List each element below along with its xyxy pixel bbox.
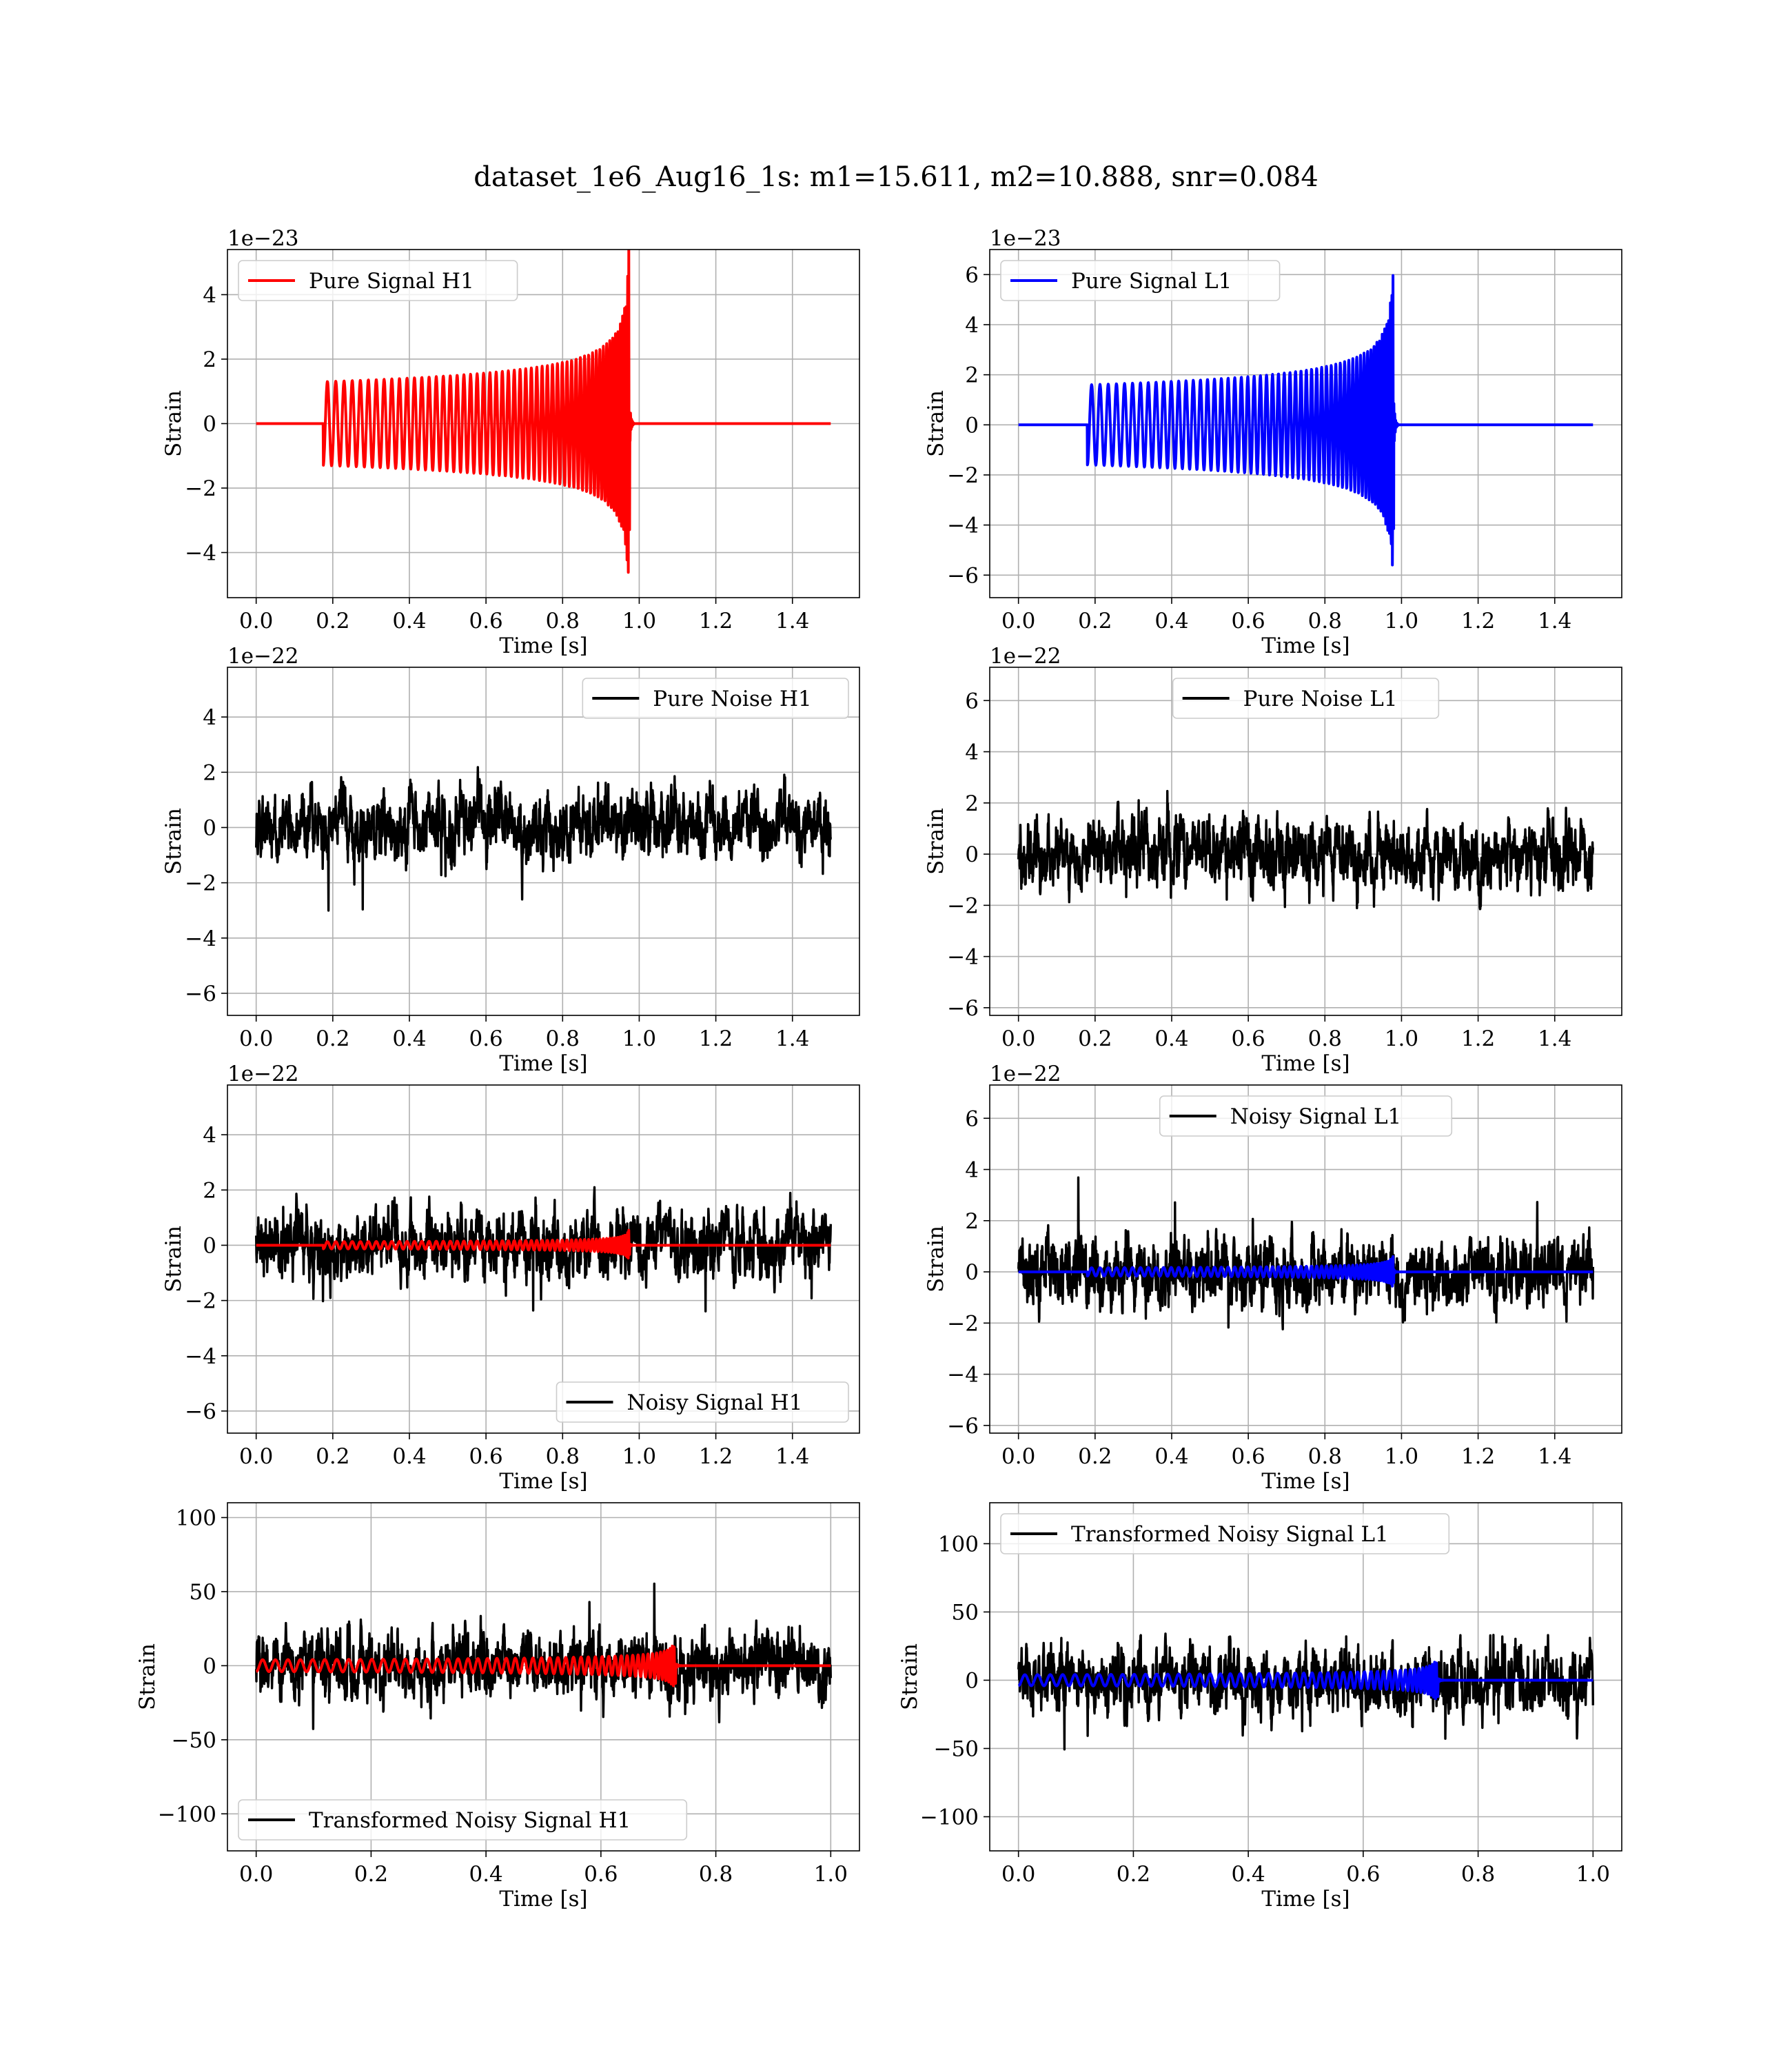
x-tick-label: 0.4 [1154,609,1189,633]
y-offset-label: 1e−22 [227,644,299,669]
x-tick-label: 1.4 [775,1026,810,1051]
y-tick-label: 0 [203,1233,216,1259]
x-tick-label: 0.4 [469,1862,503,1887]
y-axis-label: Strain [924,390,948,457]
y-tick-label: −6 [185,1399,216,1424]
y-tick-label: 4 [203,283,216,308]
x-tick-label: 1.4 [1538,1444,1572,1469]
y-tick-label: 100 [937,1532,979,1557]
x-axis-label: Time [s] [1261,1887,1350,1912]
y-tick-label: −2 [185,476,216,502]
y-axis-label: Strain [924,808,948,875]
x-tick-label: 0.6 [1231,609,1265,633]
y-tick-label: 100 [175,1506,216,1531]
y-axis-label: Strain [924,1226,948,1292]
legend-label: Transformed Noisy Signal H1 [309,1808,631,1833]
y-tick-label: −4 [185,926,216,951]
x-tick-label: 0.2 [316,609,350,633]
y-tick-label: 50 [189,1579,216,1605]
x-tick-label: 0.8 [545,1026,580,1051]
y-tick-label: 2 [203,347,216,372]
subplot-transformed-noisy-signal-h1 [135,1503,859,1912]
legend-label: Pure Signal L1 [1071,269,1232,294]
y-tick-label: −2 [947,893,979,919]
y-tick-label: 4 [203,1123,216,1148]
x-tick-label: 0.6 [469,1444,503,1469]
subplot-pure-signal-l1 [924,226,1622,658]
y-tick-label: −2 [947,1311,979,1337]
x-tick-label: 0.0 [239,609,274,633]
y-axis-label: Strain [161,1226,186,1292]
subplot-transformed-noisy-signal-l1 [897,1503,1622,1912]
x-tick-label: 0.8 [1307,609,1342,633]
subplot-pure-signal-h1 [161,226,859,658]
x-tick-label: 1.0 [1384,1026,1419,1051]
x-tick-label: 0.8 [1307,1444,1342,1469]
figure-title: dataset_1e6_Aug16_1s: m1=15.611, m2=10.888, snr=0.084 [474,161,1318,193]
y-tick-label: 6 [965,689,979,714]
legend-label: Pure Signal H1 [309,269,474,294]
x-tick-label: 0.4 [1154,1444,1189,1469]
subplot-pure-noise-l1 [924,644,1622,1076]
y-tick-label: 4 [965,740,979,765]
y-tick-label: 0 [203,815,216,841]
x-tick-label: 0.2 [1078,1444,1112,1469]
x-tick-label: 1.0 [622,609,657,633]
y-axis-label: Strain [161,808,186,875]
x-tick-label: 0.2 [1116,1862,1151,1887]
y-tick-label: 0 [965,413,979,438]
x-tick-label: 0.6 [584,1862,618,1887]
x-tick-label: 0.0 [1001,609,1036,633]
x-axis-label: Time [s] [499,633,588,658]
legend-label: Pure Noise H1 [653,687,812,711]
x-tick-label: 0.8 [545,609,580,633]
y-axis-label: Strain [161,390,186,457]
x-axis-label: Time [s] [1261,1469,1350,1494]
y-tick-label: −6 [947,1413,979,1439]
legend-label: Transformed Noisy Signal L1 [1071,1522,1389,1547]
legend [1173,678,1439,718]
x-axis-label: Time [s] [499,1051,588,1076]
x-tick-label: 1.0 [622,1026,657,1051]
y-tick-label: 6 [965,1106,979,1132]
y-tick-label: −100 [157,1802,216,1827]
legend [1001,261,1280,301]
legend [1160,1096,1452,1136]
x-tick-label: 1.0 [1576,1862,1610,1887]
x-axis-label: Time [s] [1261,1051,1350,1076]
y-offset-label: 1e−22 [227,1062,299,1086]
x-tick-label: 0.0 [1001,1026,1036,1051]
x-tick-label: 0.0 [1001,1444,1036,1469]
x-tick-label: 1.2 [1460,609,1496,633]
legend [238,1800,686,1840]
y-tick-label: 0 [965,842,979,868]
y-offset-label: 1e−23 [227,226,299,251]
y-offset-label: 1e−22 [990,1062,1061,1086]
x-tick-label: 0.6 [469,609,503,633]
legend [238,261,518,301]
y-tick-label: −4 [947,944,979,970]
x-tick-label: 0.2 [316,1026,350,1051]
x-tick-label: 0.6 [469,1026,503,1051]
legend [557,1382,849,1422]
y-tick-label: 2 [965,363,979,388]
x-tick-label: 1.0 [1384,1444,1419,1469]
x-tick-label: 0.2 [316,1444,350,1469]
x-tick-label: 0.0 [239,1444,274,1469]
subplot-pure-noise-h1 [161,644,859,1076]
x-tick-label: 0.4 [1154,1026,1189,1051]
x-tick-label: 0.2 [1078,609,1112,633]
y-tick-label: 4 [965,1157,979,1183]
x-tick-label: 0.8 [1460,1862,1496,1887]
y-tick-label: −4 [185,540,216,566]
y-tick-label: 0 [965,1668,979,1694]
y-tick-label: 50 [951,1600,979,1625]
x-tick-label: 0.0 [239,1026,274,1051]
y-tick-label: 4 [965,312,979,338]
y-axis-label: Strain [135,1643,160,1710]
subplot-noisy-signal-l1 [924,1062,1622,1494]
x-axis-label: Time [s] [499,1887,588,1912]
y-tick-label: −2 [185,871,216,896]
legend-label: Pure Noise L1 [1243,687,1398,711]
y-axis-label: Strain [897,1643,922,1710]
y-tick-label: 2 [965,1208,979,1234]
x-tick-label: 1.2 [1460,1026,1496,1051]
legend-label: Noisy Signal H1 [627,1390,803,1415]
x-tick-label: 1.4 [775,1444,810,1469]
x-tick-label: 0.4 [392,1026,427,1051]
y-tick-label: −6 [947,563,979,589]
x-tick-label: 0.0 [239,1862,274,1887]
y-tick-label: 0 [203,412,216,437]
y-tick-label: −6 [185,981,216,1006]
x-axis-label: Time [s] [499,1469,588,1494]
x-axis-label: Time [s] [1261,633,1350,658]
x-tick-label: 0.8 [698,1862,733,1887]
legend [582,678,848,718]
y-tick-label: 0 [203,1654,216,1679]
y-tick-label: −4 [947,1362,979,1388]
y-tick-label: −2 [185,1288,216,1314]
x-tick-label: 0.2 [1078,1026,1112,1051]
x-tick-label: 1.0 [622,1444,657,1469]
y-tick-label: −50 [933,1736,979,1762]
x-tick-label: 0.8 [545,1444,580,1469]
x-tick-label: 1.4 [1538,609,1572,633]
x-tick-label: 1.2 [698,1444,733,1469]
x-tick-label: 1.4 [775,609,810,633]
x-tick-label: 0.4 [1231,1862,1265,1887]
y-tick-label: −50 [171,1727,216,1753]
x-tick-label: 0.2 [354,1862,389,1887]
x-tick-label: 0.8 [1307,1026,1342,1051]
legend-label: Noisy Signal L1 [1230,1104,1402,1129]
y-tick-label: 2 [965,791,979,816]
y-offset-label: 1e−23 [990,226,1061,251]
subplot-noisy-signal-h1 [161,1062,859,1494]
x-tick-label: 1.0 [1384,609,1419,633]
x-tick-label: 1.4 [1538,1026,1572,1051]
y-tick-label: −2 [947,463,979,488]
y-tick-label: −4 [185,1344,216,1369]
x-tick-label: 0.4 [392,1444,427,1469]
y-offset-label: 1e−22 [990,644,1061,669]
y-tick-label: 0 [965,1260,979,1286]
y-tick-label: 4 [203,705,216,731]
y-tick-label: 6 [965,263,979,288]
y-tick-label: 2 [203,760,216,786]
x-tick-label: 1.2 [698,609,733,633]
x-tick-label: 0.4 [392,609,427,633]
x-tick-label: 1.0 [813,1862,848,1887]
x-tick-label: 1.2 [698,1026,733,1051]
y-tick-label: −6 [947,995,979,1021]
x-tick-label: 0.6 [1231,1026,1265,1051]
x-tick-label: 0.0 [1001,1862,1036,1887]
x-tick-label: 1.2 [1460,1444,1496,1469]
x-tick-label: 0.6 [1231,1444,1265,1469]
y-tick-label: 2 [203,1178,216,1204]
y-tick-label: −4 [947,513,979,538]
x-tick-label: 0.6 [1346,1862,1381,1887]
legend [1001,1514,1449,1554]
y-tick-label: −100 [919,1805,979,1830]
